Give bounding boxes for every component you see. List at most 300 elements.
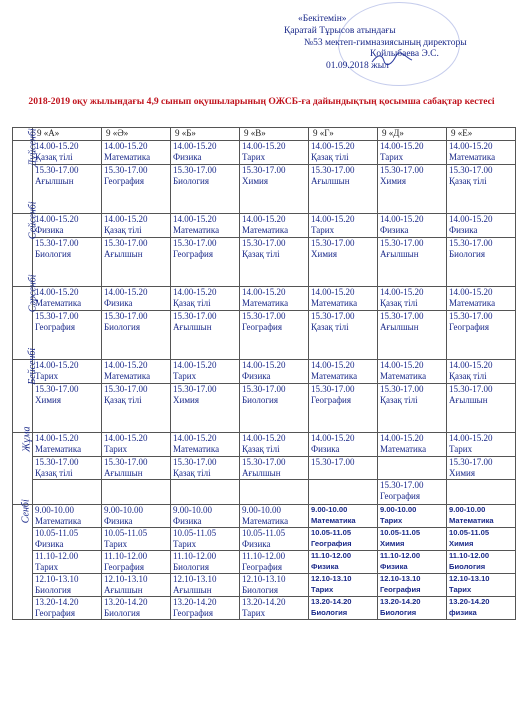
schedule-row	[13, 433, 516, 457]
lesson-cell	[171, 384, 240, 433]
lesson-subject: Тарих	[35, 561, 59, 572]
lesson-time: 15.30-17.00	[449, 384, 493, 394]
schedule-row	[13, 457, 516, 480]
schedule-row	[13, 165, 516, 214]
lesson-subject: Математика	[173, 224, 220, 235]
lesson-cell	[171, 528, 240, 551]
lesson-subject: Ағылшын	[173, 321, 212, 332]
lesson-subject: Химия	[311, 248, 337, 259]
lesson-cell	[378, 528, 447, 551]
lesson-cell	[447, 311, 516, 360]
lesson-time: 14.00-15.20	[35, 287, 79, 297]
schedule-table	[12, 127, 516, 620]
lesson-cell	[33, 238, 102, 287]
lesson-cell	[378, 287, 447, 311]
lesson-cell	[240, 457, 309, 480]
lesson-subject: Тарих	[380, 515, 403, 525]
lesson-subject: Биология	[104, 321, 141, 332]
lesson-time: 13.20-14.20	[104, 597, 148, 607]
lesson-time: 10.05-11.05	[311, 528, 352, 537]
lesson-subject: Физика	[173, 515, 202, 526]
lesson-cell	[171, 141, 240, 165]
lesson-subject: физика	[449, 607, 477, 617]
lesson-subject: Математика	[173, 443, 220, 454]
lesson-time: 13.20-14.20	[380, 597, 421, 606]
day-label: Бейсенбі	[27, 347, 39, 385]
lesson-subject: География	[380, 490, 420, 501]
lesson-time: 14.00-15.20	[380, 214, 424, 224]
lesson-cell	[240, 480, 309, 505]
lesson-subject: Математика	[380, 370, 427, 381]
lesson-cell	[102, 165, 171, 214]
document-title: 2018-2019 оқу жылындағы 4,9 сынып оқушыларының ОЖСБ-ға дайындықтың қосымша сабақтар кестесі	[28, 96, 495, 107]
lesson-cell	[102, 311, 171, 360]
lesson-time: 15.30-17.00	[242, 384, 286, 394]
lesson-subject: Ағылшын	[449, 394, 488, 405]
lesson-time: 11.10-12.00	[449, 551, 490, 560]
lesson-time: 15.30-17.00	[242, 165, 286, 175]
lesson-subject: Математика	[449, 297, 496, 308]
class-header: 9 «В»	[240, 128, 309, 141]
lesson-subject: Тарих	[380, 151, 404, 162]
lesson-subject: Тарих	[173, 370, 197, 381]
lesson-time: 14.00-15.20	[449, 360, 493, 370]
lesson-time: 14.00-15.20	[35, 214, 79, 224]
lesson-time: 10.05-11.05	[242, 528, 286, 538]
lesson-cell	[240, 551, 309, 574]
lesson-subject: Қазақ тілі	[242, 443, 280, 454]
day-label: Сейсенбі	[27, 201, 39, 240]
lesson-cell	[171, 238, 240, 287]
lesson-subject: Тарих	[242, 607, 266, 618]
lesson-time: 15.30-17.00	[35, 384, 79, 394]
lesson-cell	[102, 551, 171, 574]
lesson-subject: Ағылшын	[35, 175, 74, 186]
schedule-row	[13, 360, 516, 384]
lesson-subject: Қазақ тілі	[449, 175, 487, 186]
lesson-cell	[171, 165, 240, 214]
lesson-subject: Биология	[35, 248, 72, 259]
lesson-cell	[447, 384, 516, 433]
lesson-subject: Физика	[173, 151, 202, 162]
lesson-subject: Физика	[242, 370, 271, 381]
lesson-subject: Физика	[242, 538, 271, 549]
lesson-subject: Биология	[311, 607, 348, 617]
lesson-cell	[33, 384, 102, 433]
lesson-time: 11.10-12.00	[242, 551, 286, 561]
lesson-subject: Биология	[242, 394, 279, 405]
lesson-subject: Тарих	[449, 443, 473, 454]
lesson-subject: Математика	[380, 443, 427, 454]
lesson-time: 14.00-15.20	[35, 433, 79, 443]
lesson-time: 14.00-15.20	[35, 141, 79, 151]
lesson-time: 13.20-14.20	[35, 597, 79, 607]
lesson-cell	[309, 360, 378, 384]
lesson-cell	[240, 528, 309, 551]
lesson-cell	[447, 528, 516, 551]
lesson-subject: География	[35, 607, 75, 618]
lesson-cell	[240, 360, 309, 384]
schedule-row	[13, 597, 516, 620]
lesson-time: 15.30-17.00	[380, 165, 424, 175]
lesson-time: 10.05-11.05	[104, 528, 148, 538]
lesson-subject: География	[242, 561, 282, 572]
lesson-time: 12.10-13.10	[380, 574, 421, 583]
lesson-time: 9.00-10.00	[173, 505, 212, 515]
lesson-subject: Биология	[35, 584, 72, 595]
lesson-cell	[102, 480, 171, 505]
lesson-cell	[378, 433, 447, 457]
lesson-time: 14.00-15.20	[311, 214, 355, 224]
lesson-cell	[171, 457, 240, 480]
lesson-subject: Физика	[380, 561, 408, 571]
schedule-row	[13, 141, 516, 165]
approval-line: Қойлыбаева Э.С.	[370, 49, 439, 60]
lesson-subject: Қазақ тілі	[449, 370, 487, 381]
lesson-cell	[33, 528, 102, 551]
lesson-time: 15.30-17.00	[173, 238, 217, 248]
approval-date: 01.09.2018 жыл	[326, 61, 389, 72]
lesson-cell	[33, 311, 102, 360]
lesson-subject: Математика	[311, 370, 358, 381]
lesson-subject: Тарих	[35, 370, 59, 381]
lesson-cell	[33, 214, 102, 238]
lesson-cell	[171, 574, 240, 597]
lesson-subject: Қазақ тілі	[380, 394, 418, 405]
lesson-cell	[309, 457, 378, 480]
lesson-time: 15.30-17.00	[311, 238, 355, 248]
lesson-time: 15.30-17.00	[104, 457, 148, 467]
approval-line: «Бекітемін»	[298, 14, 347, 24]
lesson-cell	[171, 287, 240, 311]
class-header: 9 «Б»	[171, 128, 240, 141]
lesson-cell	[447, 360, 516, 384]
lesson-subject: География	[380, 584, 421, 594]
lesson-cell	[102, 457, 171, 480]
day-cell	[13, 499, 33, 620]
lesson-subject: Қазақ тілі	[104, 224, 142, 235]
lesson-cell	[309, 384, 378, 433]
lesson-cell	[447, 505, 516, 528]
lesson-time: 15.30-17.00	[380, 238, 424, 248]
lesson-cell	[33, 551, 102, 574]
lesson-time: 14.00-15.20	[380, 287, 424, 297]
lesson-cell	[240, 505, 309, 528]
lesson-cell	[309, 505, 378, 528]
lesson-time: 15.30-17.00	[173, 165, 217, 175]
class-header: 9 «Е»	[447, 128, 516, 141]
lesson-time: 9.00-10.00	[311, 505, 348, 514]
lesson-cell	[447, 287, 516, 311]
lesson-subject: Химия	[173, 394, 199, 405]
lesson-time: 12.10-13.10	[449, 574, 490, 583]
lesson-time: 15.30-17.00	[380, 480, 424, 490]
lesson-cell	[240, 141, 309, 165]
lesson-cell	[309, 311, 378, 360]
lesson-cell	[447, 551, 516, 574]
lesson-cell	[447, 165, 516, 214]
lesson-time: 15.30-17.00	[311, 384, 355, 394]
lesson-time: 12.10-13.10	[311, 574, 352, 583]
lesson-subject: Физика	[380, 224, 409, 235]
lesson-subject: Тарих	[311, 224, 335, 235]
lesson-subject: Физика	[104, 297, 133, 308]
lesson-time: 9.00-10.00	[242, 505, 281, 515]
lesson-cell	[102, 433, 171, 457]
day-cell	[13, 347, 39, 433]
lesson-time: 15.30-17.00	[35, 165, 79, 175]
lesson-subject: Биология	[173, 175, 210, 186]
lesson-cell	[447, 214, 516, 238]
day-label: Сәрсенбі	[27, 274, 39, 313]
lesson-time: 15.30-17.00	[104, 238, 148, 248]
lesson-time: 14.00-15.20	[242, 433, 286, 443]
lesson-time: 12.10-13.10	[242, 574, 286, 584]
lesson-time: 14.00-15.20	[242, 360, 286, 370]
schedule-row	[13, 505, 516, 528]
lesson-subject: Математика	[35, 515, 82, 526]
approval-block	[280, 14, 516, 73]
lesson-subject: Математика	[311, 515, 356, 525]
lesson-time: 14.00-15.20	[449, 141, 493, 151]
lesson-subject: Тарих	[104, 538, 128, 549]
lesson-time: 14.00-15.20	[242, 287, 286, 297]
lesson-cell	[378, 480, 447, 505]
day-label: Сенбі	[20, 499, 32, 524]
lesson-time: 14.00-15.20	[173, 287, 217, 297]
lesson-time: 15.30-17.00	[173, 384, 217, 394]
lesson-cell	[378, 551, 447, 574]
lesson-subject: География	[35, 321, 75, 332]
lesson-cell	[102, 141, 171, 165]
lesson-cell	[33, 433, 102, 457]
schedule-row	[13, 480, 516, 505]
lesson-subject: Биология	[380, 607, 417, 617]
lesson-cell	[171, 551, 240, 574]
lesson-time: 14.00-15.20	[104, 360, 148, 370]
lesson-cell	[33, 165, 102, 214]
lesson-cell	[33, 457, 102, 480]
lesson-time: 9.00-10.00	[104, 505, 143, 515]
lesson-time: 15.30-17.00	[104, 384, 148, 394]
lesson-cell	[171, 480, 240, 505]
lesson-time: 9.00-10.00	[380, 505, 417, 514]
lesson-cell	[33, 141, 102, 165]
lesson-cell	[309, 165, 378, 214]
lesson-time: 14.00-15.20	[311, 360, 355, 370]
lesson-subject: Қазақ тілі	[311, 151, 349, 162]
lesson-cell	[378, 505, 447, 528]
lesson-subject: География	[311, 538, 352, 548]
lesson-time: 14.00-15.20	[104, 287, 148, 297]
lesson-time: 15.30-17.00	[242, 457, 286, 467]
lesson-subject: География	[104, 175, 144, 186]
lesson-subject: Химия	[380, 538, 405, 548]
lesson-time: 10.05-11.05	[173, 528, 217, 538]
lesson-cell	[378, 165, 447, 214]
lesson-cell	[447, 480, 516, 505]
lesson-time: 14.00-15.20	[35, 360, 79, 370]
lesson-subject: Қазақ тілі	[380, 297, 418, 308]
lesson-cell	[102, 528, 171, 551]
lesson-cell	[447, 574, 516, 597]
lesson-time: 13.20-14.20	[173, 597, 217, 607]
lesson-time: 14.00-15.20	[311, 287, 355, 297]
lesson-subject: Физика	[311, 561, 339, 571]
lesson-time: 11.10-12.00	[104, 551, 148, 561]
lesson-cell	[240, 597, 309, 620]
lesson-subject: Химия	[449, 467, 475, 478]
lesson-cell	[240, 287, 309, 311]
lesson-time: 14.00-15.20	[173, 141, 217, 151]
lesson-subject: Қазақ тілі	[242, 248, 280, 259]
lesson-time: 15.30-17.00	[242, 311, 286, 321]
lesson-subject: Қазақ тілі	[35, 467, 73, 478]
lesson-cell	[102, 360, 171, 384]
lesson-time: 14.00-15.20	[173, 360, 217, 370]
lesson-cell	[447, 238, 516, 287]
lesson-time: 15.30-17.00	[449, 311, 493, 321]
lesson-cell	[309, 528, 378, 551]
lesson-subject: Математика	[242, 224, 289, 235]
lesson-time: 14.00-15.20	[449, 433, 493, 443]
lesson-cell	[309, 551, 378, 574]
lesson-time: 15.30-17.00	[311, 311, 355, 321]
lesson-subject: Математика	[35, 443, 82, 454]
lesson-subject: Математика	[242, 515, 289, 526]
lesson-subject: География	[449, 321, 489, 332]
lesson-time: 12.10-13.10	[173, 574, 217, 584]
lesson-subject: Химия	[35, 394, 61, 405]
lesson-cell	[240, 165, 309, 214]
lesson-time: 14.00-15.20	[242, 214, 286, 224]
lesson-subject: Математика	[449, 151, 496, 162]
lesson-cell	[378, 384, 447, 433]
lesson-time: 10.05-11.05	[380, 528, 421, 537]
lesson-cell	[102, 214, 171, 238]
lesson-cell	[102, 574, 171, 597]
lesson-cell	[102, 597, 171, 620]
lesson-time: 14.00-15.20	[104, 214, 148, 224]
lesson-subject: География	[104, 561, 144, 572]
lesson-subject: Физика	[35, 538, 64, 549]
lesson-cell	[309, 287, 378, 311]
lesson-subject: Ағылшын	[380, 248, 419, 259]
lesson-subject: Ағылшын	[311, 175, 350, 186]
lesson-time: 14.00-15.20	[449, 287, 493, 297]
lesson-subject: Ағылшын	[104, 584, 143, 595]
lesson-cell	[378, 360, 447, 384]
lesson-cell	[33, 287, 102, 311]
lesson-cell	[309, 238, 378, 287]
lesson-subject: Биология	[173, 561, 210, 572]
lesson-time: 15.30-17.00	[35, 457, 79, 467]
lesson-cell	[309, 141, 378, 165]
lesson-time: 14.00-15.20	[311, 141, 355, 151]
lesson-subject: Математика	[449, 515, 494, 525]
lesson-cell	[309, 574, 378, 597]
lesson-cell	[240, 238, 309, 287]
lesson-subject: Биология	[449, 248, 486, 259]
lesson-subject: Тарих	[104, 443, 128, 454]
lesson-time: 14.00-15.20	[449, 214, 493, 224]
lesson-cell	[33, 597, 102, 620]
lesson-subject: Химия	[242, 175, 268, 186]
lesson-time: 15.30-17.00	[449, 238, 493, 248]
schedule-row	[13, 574, 516, 597]
lesson-subject: Тарих	[242, 151, 266, 162]
lesson-time: 9.00-10.00	[449, 505, 486, 514]
lesson-cell	[240, 214, 309, 238]
lesson-time: 15.30-17.00	[173, 457, 217, 467]
lesson-time: 11.10-12.00	[311, 551, 352, 560]
lesson-cell	[309, 480, 378, 505]
lesson-subject: География	[173, 607, 213, 618]
lesson-cell	[378, 214, 447, 238]
lesson-subject: Физика	[311, 443, 340, 454]
lesson-cell	[378, 311, 447, 360]
lesson-subject: Биология	[242, 584, 279, 595]
lesson-subject: Қазақ тілі	[35, 151, 73, 162]
lesson-time: 15.30-17.00	[242, 238, 286, 248]
lesson-cell	[33, 360, 102, 384]
lesson-cell	[171, 433, 240, 457]
lesson-time: 11.10-12.00	[35, 551, 79, 561]
lesson-time: 14.00-15.20	[173, 214, 217, 224]
lesson-cell	[378, 141, 447, 165]
lesson-cell	[240, 384, 309, 433]
lesson-subject: Қазақ тілі	[173, 297, 211, 308]
lesson-time: 13.20-14.20	[242, 597, 286, 607]
lesson-time: 14.00-15.20	[380, 433, 424, 443]
lesson-time: 13.20-14.20	[449, 597, 490, 606]
lesson-subject: Қазақ тілі	[173, 467, 211, 478]
lesson-cell	[102, 384, 171, 433]
lesson-subject: География	[311, 394, 351, 405]
lesson-subject: Қазақ тілі	[104, 394, 142, 405]
lesson-time: 14.00-15.20	[173, 433, 217, 443]
lesson-cell	[171, 214, 240, 238]
lesson-cell	[240, 311, 309, 360]
lesson-cell	[171, 360, 240, 384]
schedule-row	[13, 551, 516, 574]
lesson-subject: Математика	[104, 370, 151, 381]
lesson-time: 15.30-17.00	[380, 311, 424, 321]
lesson-time: 15.30-17.00	[35, 238, 79, 248]
lesson-cell	[171, 597, 240, 620]
schedule-row	[13, 214, 516, 238]
lesson-cell	[102, 287, 171, 311]
lesson-subject: Ағылшын	[380, 321, 419, 332]
lesson-time: 15.30-17.00	[380, 384, 424, 394]
lesson-subject: Физика	[35, 224, 64, 235]
lesson-subject: Ағылшын	[104, 467, 143, 478]
lesson-subject: Ағылшын	[173, 584, 212, 595]
lesson-subject: Тарих	[173, 538, 197, 549]
lesson-subject: Биология	[449, 561, 486, 571]
lesson-cell	[447, 457, 516, 480]
lesson-cell	[171, 505, 240, 528]
lesson-time: 15.30-17.00	[449, 457, 493, 467]
lesson-cell	[309, 597, 378, 620]
lesson-time: 9.00-10.00	[35, 505, 74, 515]
class-header: 9 «Д»	[378, 128, 447, 141]
lesson-time: 11.10-12.00	[173, 551, 217, 561]
lesson-subject: Ағылшын	[104, 248, 143, 259]
lesson-time: 14.00-15.20	[242, 141, 286, 151]
lesson-cell	[102, 238, 171, 287]
lesson-subject: Математика	[104, 151, 151, 162]
